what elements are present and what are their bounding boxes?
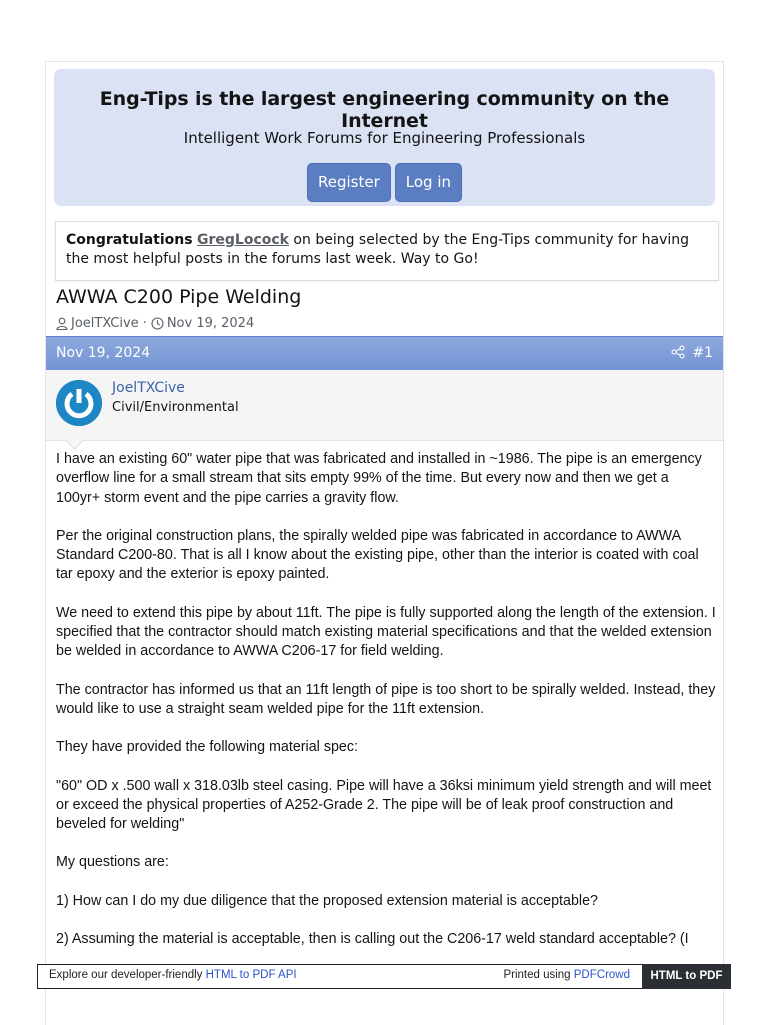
thread-author-link[interactable]: JoelTXCive xyxy=(71,316,139,331)
footer-right xyxy=(503,969,630,981)
notice-buttons xyxy=(54,163,715,202)
page xyxy=(45,61,724,1025)
share-icon[interactable] xyxy=(671,345,685,363)
post-paragraph: We need to extend this pipe by about 11ft. The pipe is fully supported along the length of the extension. I specified that the contractor should match existing material specifications and that the welded extension be welded in accordance to AWWA C206-17 for field welding. xyxy=(56,604,716,660)
post-paragraph: 1) How can I do my due diligence that the proposed extension material is acceptable? xyxy=(56,892,599,909)
welcome-notice xyxy=(54,69,715,206)
footer-right-text: Printed using xyxy=(503,969,574,981)
post-body xyxy=(56,450,716,968)
user-icon xyxy=(56,317,68,330)
register-button[interactable]: Register xyxy=(307,163,391,202)
post-paragraph: Per the original construction plans, the spirally welded pipe was fabricated in accordance to AWWA Standard C200-80. That is all I know about the existing pipe, other than the interior is coated with coal tar epoxy and the exterior is epoxy painted. xyxy=(56,527,699,583)
thread-title: AWWA C200 Pipe Welding xyxy=(56,286,302,308)
post-paragraph: I have an existing 60" water pipe that was fabricated and installed in ~1986. The pipe is an emergency overflow line for a small stream that sits empty 99% of the time. But every now and then we get a 100yr+ storm event and the pipe carries a gravity flow. xyxy=(56,451,702,506)
html-to-pdf-badge[interactable]: HTML to PDF xyxy=(642,964,731,989)
clock-icon xyxy=(151,317,164,330)
post-number-link[interactable]: #1 xyxy=(692,345,713,361)
meta-separator: · xyxy=(142,316,147,331)
post-author-block xyxy=(46,370,723,441)
html-to-pdf-api-link[interactable]: HTML to PDF API xyxy=(205,969,297,981)
thread-meta xyxy=(56,316,254,331)
congrats-prefix: Congratulations xyxy=(66,232,193,248)
footer-left-text: Explore our developer-friendly xyxy=(49,969,206,981)
post-author-name[interactable]: JoelTXCive xyxy=(112,380,185,396)
pdfcrowd-footer xyxy=(37,964,731,989)
post-paragraph: My questions are: xyxy=(56,854,169,871)
post-paragraph: 2) Assuming the material is acceptable, then is calling out the C206-17 weld standard acceptable? (I xyxy=(56,931,689,948)
post-header xyxy=(46,336,723,370)
post-paragraph: "60" OD x .500 wall x 318.03lb steel casing. Pipe will have a 36ksi minimum yield strength and will meet or exceed the physical properties of A252-Grade 2. The pipe will be of leak proof construction and beveled for welding" xyxy=(56,777,712,833)
congrats-text: on being selected by the Eng-Tips community for having the most helpful posts in the forums last week. Way to Go! xyxy=(66,232,690,267)
login-button[interactable]: Log in xyxy=(395,163,462,202)
post-paragraph: The contractor has informed us that an 11ft length of pipe is too short to be spirally welded. Instead, they would like to use a straight seam welded pipe for the 11ft extension. xyxy=(56,681,716,717)
avatar[interactable] xyxy=(56,380,102,426)
footer-left xyxy=(49,969,297,981)
notice-subtitle: Intelligent Work Forums for Engineering Professionals xyxy=(183,129,586,147)
notice-title: Eng-Tips is the largest engineering community on the Internet xyxy=(99,88,670,132)
pdfcrowd-link[interactable]: PDFCrowd xyxy=(573,969,630,981)
congrats-user-link[interactable]: GregLocock xyxy=(197,232,289,248)
congrats-banner xyxy=(55,221,719,281)
post-date-link[interactable]: Nov 19, 2024 xyxy=(56,345,151,361)
post-author-role: Civil/Environmental xyxy=(112,400,239,415)
post-paragraph: They have provided the following material spec: xyxy=(56,739,358,756)
thread-date-link[interactable]: Nov 19, 2024 xyxy=(166,316,255,331)
